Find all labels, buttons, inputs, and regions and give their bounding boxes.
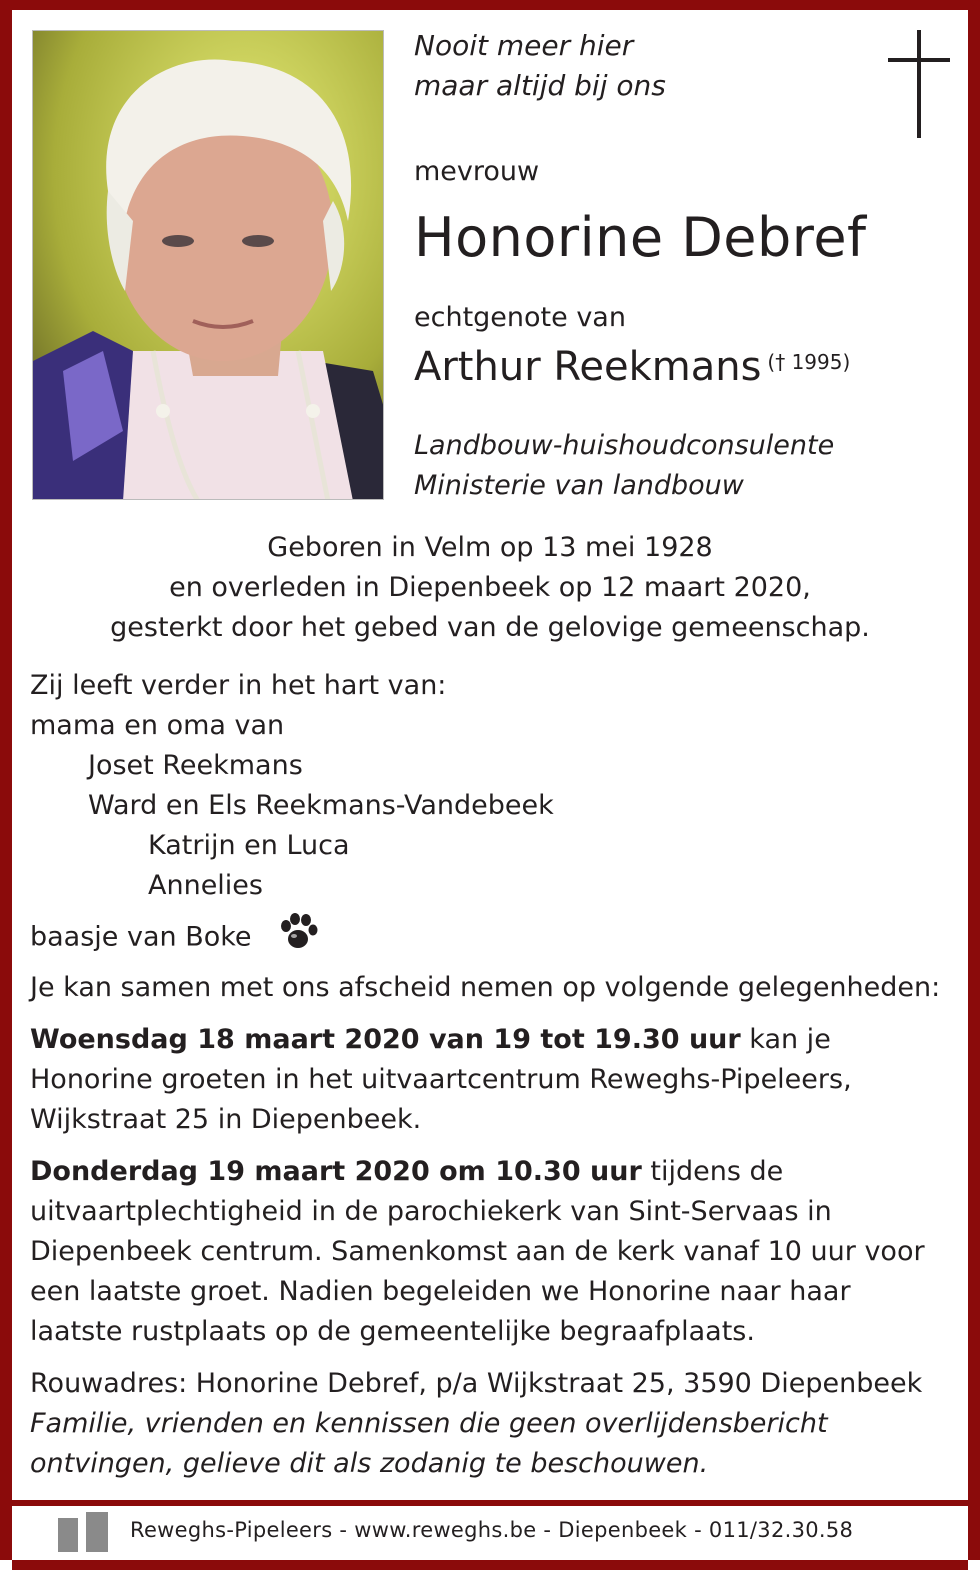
spouse-name: Arthur Reekmans xyxy=(414,344,762,390)
event-funeral-text: tijdens de uitvaartplechtigheid in de parochiekerk van Sint-Servaas in Diepenbeek centrum. Samenkomst aan de kerk vanaf 10 uur voor een laatste groet. Nadien begeleiden we Honorine naar haar laatste rustplaats op de gemeentelijke begraafplaats. xyxy=(30,1156,925,1347)
motto-line: maar altijd bij ons xyxy=(414,69,666,102)
birth-line: Geboren in Velm op 13 mei 1928 xyxy=(267,532,713,563)
event-visitation-text: kan je Honorine groeten in het uitvaartcentrum Reweghs-Pipeleers, Wijkstraat 25 in Diepenbeek. xyxy=(30,1024,852,1135)
pet-owner-text: baasje van Boke xyxy=(30,921,252,953)
farewell-intro: Je kan samen met ons afscheid nemen op volgende gelegenheden: xyxy=(30,972,941,1003)
motto xyxy=(414,26,666,106)
grandchild-item: Annelies xyxy=(148,870,263,901)
footer-divider xyxy=(12,1500,968,1506)
event-funeral-date: Donderdag 19 maart 2020 om 10.30 uur xyxy=(30,1156,642,1187)
death-line: en overleden in Diepenbeek op 12 maart 2020, xyxy=(169,572,811,603)
survivors-intro: Zij leeft verder in het hart van: xyxy=(30,670,447,701)
grandchild-item: Katrijn en Luca xyxy=(148,830,350,861)
spouse-intro: echtgenote van xyxy=(414,302,626,333)
survivors-list xyxy=(30,666,554,906)
footer-contact: Reweghs-Pipeleers - www.reweghs.be - Diepenbeek - 011/32.30.58 xyxy=(130,1518,854,1542)
birth-death-info xyxy=(12,528,968,648)
paw-print-icon xyxy=(278,912,318,952)
child-item: Ward en Els Reekmans-Vandebeek xyxy=(88,790,554,821)
title-prefix: mevrouw xyxy=(414,156,540,187)
farewell-section xyxy=(30,968,950,1496)
child-item: Joset Reekmans xyxy=(88,750,303,781)
profession-line: Ministerie van landbouw xyxy=(414,470,744,501)
mourning-address: Rouwadres: Honorine Debref, p/a Wijkstraat 25, 3590 Diepenbeek xyxy=(30,1368,923,1399)
notice-text: Familie, vrienden en kennissen die geen overlijdensbericht ontvingen, gelieve dit als zodanig te beschouwen. xyxy=(30,1408,828,1479)
footer-border xyxy=(12,1560,968,1570)
spouse xyxy=(414,344,850,390)
deceased-name: Honorine Debref xyxy=(414,206,867,269)
funeral-home-logo xyxy=(56,1512,112,1552)
pet-line xyxy=(30,918,318,958)
survivors-relation: mama en oma van xyxy=(30,710,285,741)
spouse-death-year: († 1995) xyxy=(767,350,851,374)
profession-line: Landbouw-huishoudconsulente xyxy=(414,430,835,461)
portrait-photo xyxy=(32,30,384,500)
event-funeral xyxy=(30,1152,950,1352)
motto-line: Nooit meer hier xyxy=(414,29,634,62)
faith-line: gesterkt door het gebed van de gelovige gemeenschap. xyxy=(110,612,870,643)
event-visitation xyxy=(30,1020,950,1140)
cross-icon xyxy=(888,30,950,138)
profession xyxy=(414,426,834,506)
event-visitation-date: Woensdag 18 maart 2020 van 19 tot 19.30 uur xyxy=(30,1024,741,1055)
